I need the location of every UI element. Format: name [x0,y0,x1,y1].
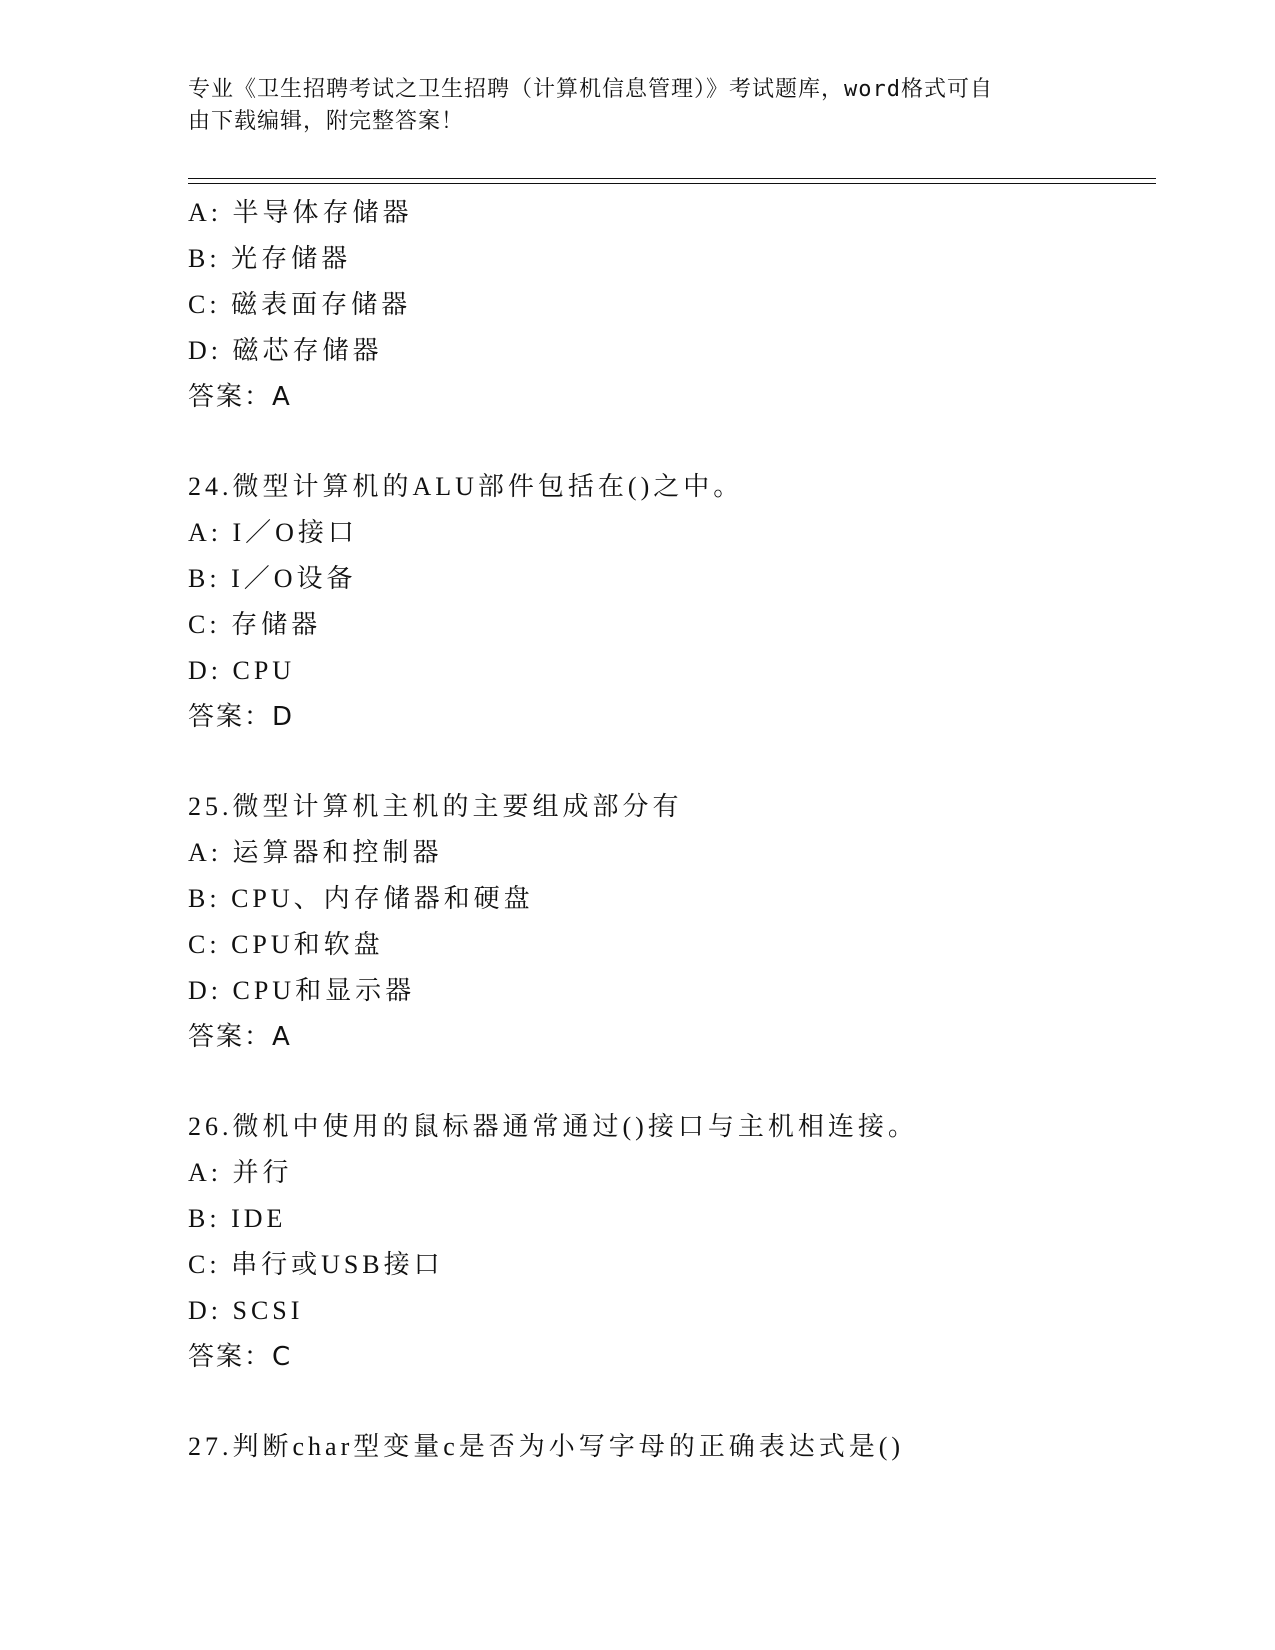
option-c: C: 存储器 [188,610,322,639]
header-line-2: 由下载编辑，附完整答案！ [188,109,465,134]
option-c: C: 磁表面存储器 [188,290,412,319]
option-d: D: SCSI [188,1296,304,1325]
question-text: 26.微机中使用的鼠标器通常通过()接口与主机相连接。 [188,1112,918,1141]
option-c: C: CPU和软盘 [188,930,384,959]
answer-line: 答案：D [188,702,295,732]
question-block-27 [188,1424,1156,1470]
option-a: A: 运算器和控制器 [188,838,443,867]
document-header [188,74,1068,138]
option-d: D: CPU和显示器 [188,976,416,1005]
question-block-23 [188,190,1156,420]
option-d: D: 磁芯存储器 [188,336,383,365]
option-a: A: I／O接口 [188,518,358,547]
question-block-24 [188,464,1156,740]
question-text: 25.微型计算机主机的主要组成部分有 [188,792,683,821]
answer-line: 答案：A [188,382,292,412]
option-b: B: CPU、内存储器和硬盘 [188,884,534,913]
answer-line: 答案：C [188,1342,293,1372]
option-b: B: 光存储器 [188,244,352,273]
option-c: C: 串行或USB接口 [188,1250,444,1279]
header-divider-top [188,178,1156,179]
option-b: B: IDE [188,1204,287,1233]
question-text: 24.微型计算机的ALU部件包括在()之中。 [188,472,744,501]
question-text: 27.判断char型变量c是否为小写字母的正确表达式是() [188,1432,905,1461]
question-block-26 [188,1104,1156,1380]
option-a: A: 半导体存储器 [188,198,413,227]
option-a: A: 并行 [188,1158,293,1187]
question-list [188,190,1156,1470]
header-divider-bottom [188,183,1156,184]
option-b: B: I／O设备 [188,564,357,593]
header-line-1: 专业《卫生招聘考试之卫生招聘（计算机信息管理）》考试题库，word格式可自 [188,77,993,102]
question-block-25 [188,784,1156,1060]
answer-line: 答案：A [188,1022,292,1052]
option-d: D: CPU [188,656,296,685]
